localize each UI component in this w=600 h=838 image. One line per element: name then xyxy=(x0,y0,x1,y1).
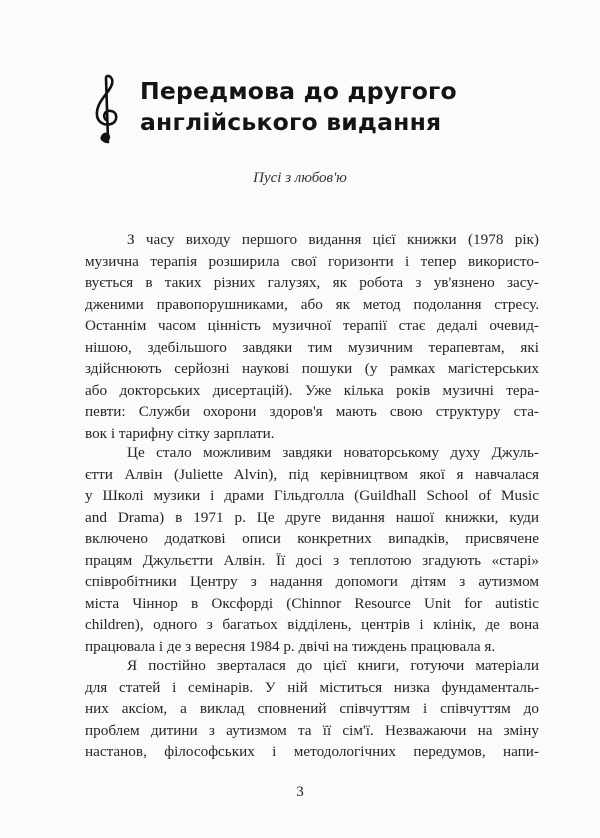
text-line: музична терапія розширила свої горизонти і тепер використо- xyxy=(85,252,539,270)
text-line: вується в таких різних галузях, як робота з ув'язнено засу- xyxy=(85,274,539,291)
text-line: Останнім часом цінність музичної терапії стає дедалі очевид- xyxy=(85,317,539,334)
text-line: єтти Алвін (Juliette Alvin), під керівництвом якої я навчалася xyxy=(85,465,539,483)
text-line: у Школі музики і драми Гільдголла (Guildhall School of Music xyxy=(85,487,539,504)
text-line: працювала і де з вересня 1984 р. двічі на тиждень працювала я. xyxy=(85,637,496,655)
text-line: міста Чіннор в Оксфорді (Chinnor Resource Unit for autistic xyxy=(85,594,539,612)
text-line: них аксіом, а виклад сповнений співчуттям і співчуттям до xyxy=(85,700,539,717)
text-line: вок і тарифну сітку зарплати. xyxy=(85,424,275,442)
text-line: children), одного з багатьох відділень, центрів і клінік, де вона xyxy=(85,616,539,633)
text-line: або докторських дисертацій). Уже кілька років музичні тера- xyxy=(85,381,539,399)
paragraph xyxy=(85,442,539,657)
text-line: дженими правопорушниками, або як метод подолання стресу. xyxy=(85,295,539,313)
text-line: and Drama) в 1971 р. Це друге видання нашої книжки, куди xyxy=(85,508,539,526)
treble-clef-icon xyxy=(92,74,122,146)
text-line: З часу виходу першого видання цієї книжки (1978 рік) xyxy=(127,231,539,248)
text-line: нішою, здебільшого завдяки тим музичним терапевтам, які xyxy=(85,338,539,356)
text-line: для статей і семінарів. У ній міститься низка фундаменталь- xyxy=(85,678,539,696)
text-line: настанов, філософських і методологічних передумов, напи- xyxy=(85,743,539,760)
text-line: здійснюють серйозні наукові пошуки (у рамках магістерських xyxy=(85,360,539,377)
page-number: 3 xyxy=(296,784,304,800)
text-line: включено додаткові описи конкретних випадків, присвячене xyxy=(85,530,539,547)
text-line: Я постійно зверталася до цієї книги, готуючи матеріали xyxy=(127,657,539,674)
text-line: проблем дитини з аутизмом та її сім'ї. Незважаючи на зміну xyxy=(85,721,539,739)
dedication: Пусі з любов'ю xyxy=(253,170,347,186)
paragraph xyxy=(85,655,539,763)
text-line: певти: Служби охорони здоров'я мають свою структуру ста- xyxy=(85,403,539,420)
text-line: працям Джульєтти Алвін. Її досі з теплотою згадують «старі» xyxy=(85,551,539,569)
chapter-title-line: Передмова до другого xyxy=(140,77,457,105)
text-line: Це стало можливим завдяки новаторському духу Джуль- xyxy=(127,444,539,461)
chapter-title-line: англійського видання xyxy=(140,108,442,136)
text-line: співробітники Центру з надання допомоги дітям з аутизмом xyxy=(85,573,539,590)
paragraph xyxy=(85,229,539,444)
chapter-title xyxy=(140,76,457,138)
